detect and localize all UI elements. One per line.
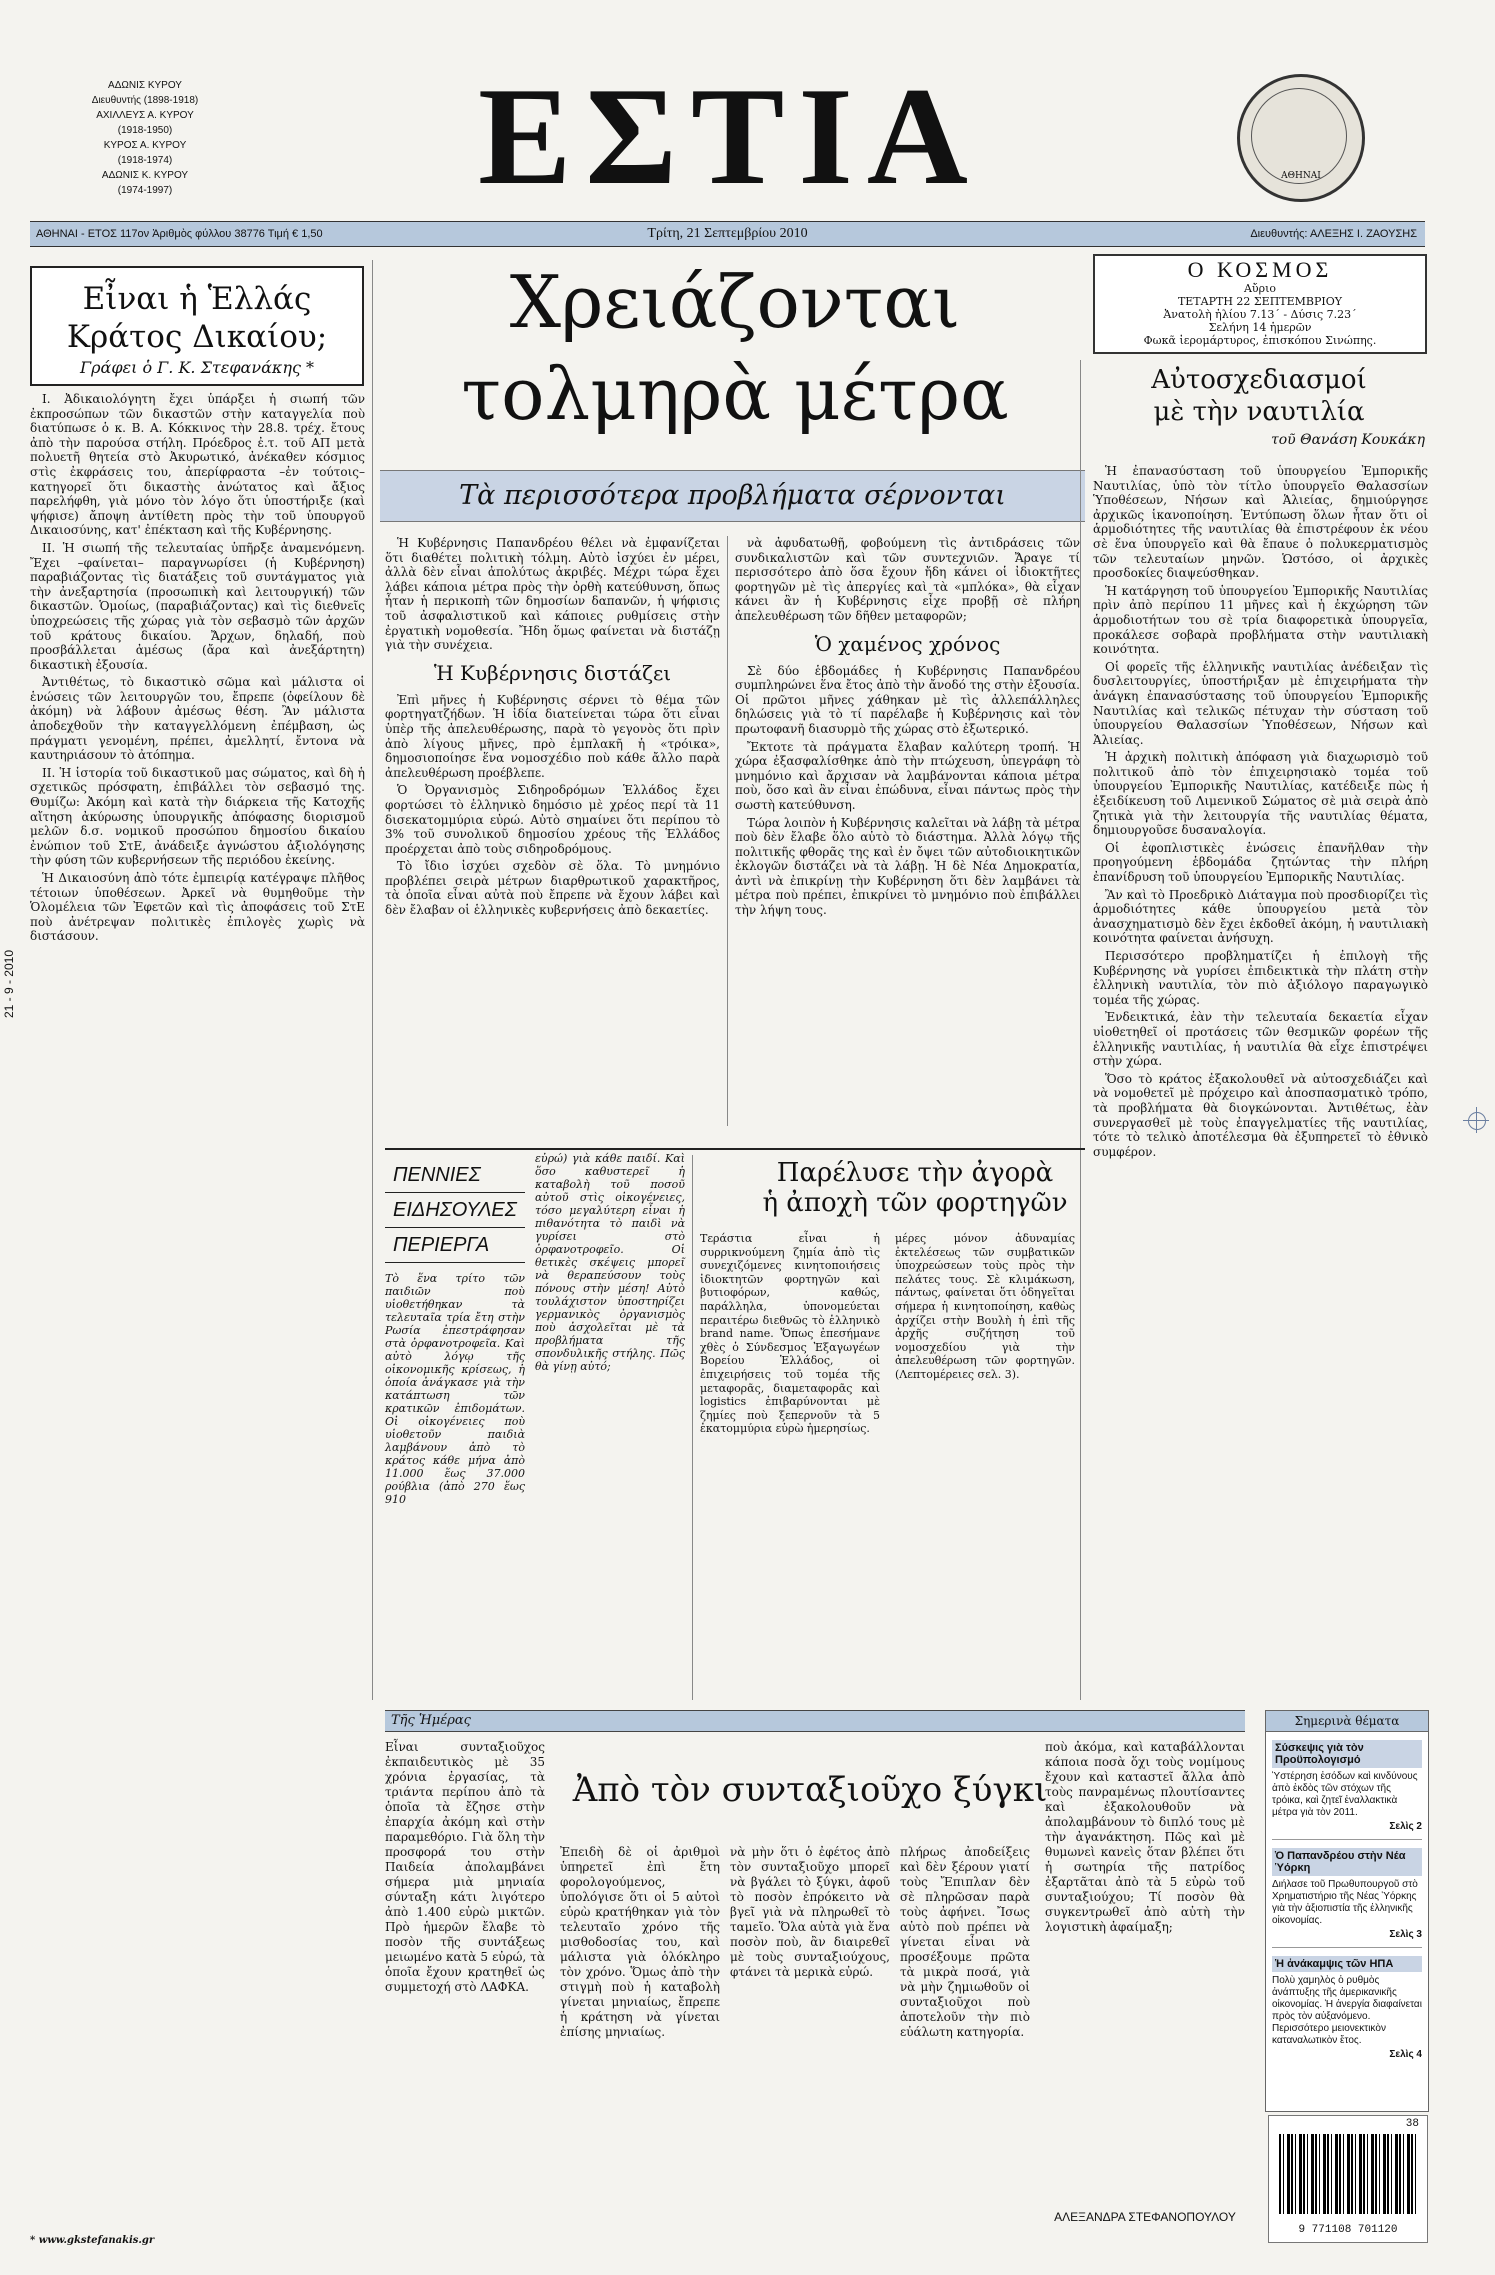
paragraph: Ἡ Δικαιοσύνη ἀπὸ τότε ἐμπειρίᾳ κατέγραψε πλῆθος τέτοιων ὑποθέσεων. Ἀρκεῖ νὰ θυμηθοῦμε τὴν Ὁλομέλεια τῶν Ἐφετῶν καὶ τὶς ἀποφάσεις τοῦ ΣτΕ ποὺ ἀνέτρεψαν πολιτικὲς ἐπιλογὲς χωρὶς νὰ διστάσουν. xyxy=(30,871,365,944)
topic-heading: Ὁ Παπανδρέου στὴν Νέα Ὑόρκη xyxy=(1272,1848,1422,1876)
paragraph: Ἡ ἐπανασύσταση τοῦ ὑπουργείου Ἐμπορικῆς Ναυτιλίας, ὑπὸ τὸν τίτλο ὑπουργεῖο Θαλασσίων Ὑποθέσεων, Νήσων καὶ Ἁλιείας, δημιούργησε ἀρχικῶς ἱκανοποίηση. Ἐντύπωση ὅλων ἦταν ὅτι οἱ ἁρμοδιότητες τῆς ναυτιλίας θὰ ἐπιστρέφουν ἐκ νέου σὲ ἕνα ὑπουργεῖο καὶ θὰ ἔπαυε ὁ πολυκερματισμὸς τῶν τελευταίων μηνῶν. Ὡστόσο, οἱ ἀρχικὲς προσδοκίες διαψεύσθηκαν. xyxy=(1093,464,1428,581)
paragraph: Ἂν καὶ τὸ Προεδρικὸ Διάταγμα ποὺ προσδιορίζει τὶς ἁρμοδιότητες κάθε ὑπουργείου μετὰ τὸν ἀνασχηματισμὸ δὲν ἔχει ἐκδοθεῖ ἀκόμη, ἡ ναυτιλιακὴ κοινότητα φαίνεται ἀνήσυχη. xyxy=(1093,887,1428,946)
kosmos-line: Φωκᾶ ἱερομάρτυρος, ἐπισκόπου Σινώπης. xyxy=(1143,334,1377,347)
paragraph: Σὲ δύο ἑβδομάδες ἡ Κυβέρνησις Παπανδρέου συμπληρώνει ἕνα ἔτος ἀπὸ τὴν ἄνοδό της στὴν ἐξουσία. Οἱ πρῶτοι μῆνες χάθηκαν μὲ τὶς ἀλλεπάλληλες δηλώσεις γιὰ τὸ τί παρέλαβε ἡ Κυβέρνησις καὶ τὸν πρωτοφανῆ διασυρμὸ τῆς χώρας στὸ ἐξωτερικό. xyxy=(735,663,1080,736)
column-divider xyxy=(372,260,373,1700)
right-article-body xyxy=(1093,464,1428,1162)
seal-text: ΑΘΗΝΑΙ xyxy=(1281,171,1321,181)
left-article-title: Εἶναι ἡ Ἑλλάς Κράτος Δικαίου; xyxy=(66,281,328,355)
main-subtitle: Ὁ χαμένος χρόνος xyxy=(814,631,1001,656)
barcode-issue: 38 xyxy=(1405,2118,1419,2130)
registration-mark-icon xyxy=(1468,1112,1486,1130)
topic-text: Πολὺ χαμηλὸς ὁ ρυθμὸς ἀνάπτυξης τῆς ἀμερικανικῆς οἰκονομίας. Ἡ ἀνεργία διαφαίνεται πρὸς τὸν αὐξανόμενο. Περισσότερο μειονεκτικὸν καταναλωτικὸν ἔτος. xyxy=(1272,1975,1422,2046)
right-article-byline: τοῦ Θανάση Κουκάκη xyxy=(1270,432,1425,448)
paragraph: Ἡ ἀρχικὴ πολιτικὴ ἀπόφαση γιὰ διαχωρισμὸ τοῦ πολιτικοῦ ἀπὸ τὸν ἐπιχειρησιακὸ τομέα τοῦ ὑπουργείου Ἐμπορικῆς Ναυτιλίας, κατέδειξε πὼς ἡ ἐξειδίκευση τοῦ Λιμενικοῦ Σώματος σὲ μιὰ σειρὰ ἀπὸ ζητικὰ γιὰ τὴν λειτουργία τῆς ναυτιλίας θέματα, δημιουργοῦσε δυσαναλογία. xyxy=(1093,750,1428,838)
founder-line: (1918-1974) xyxy=(117,155,173,166)
section-rule xyxy=(385,1148,1085,1150)
author-website: * www.gkstefanakis.gr xyxy=(30,2235,155,2246)
brief-logo-line: ΠΕΡΙΕΡΓΑ xyxy=(385,1228,525,1263)
date-bar xyxy=(30,221,1425,247)
kosmos-line: Σελήνη 14 ἡμερῶν xyxy=(1208,321,1312,334)
founder-line: (1918-1950) xyxy=(117,125,173,136)
paragraph: ΙΙ. Ἡ σιωπή τῆς τελευταίας ὑπῆρξε ἀναμενόμενη. Ἔχει –φαίνεται– παραγνωρίσει (ἡ Κυβέρνηση) παραβιάζοντας τὶς διατάξεις τοῦ συντάγματος γιὰ τὴν ἀνεξαρτησία (προσωπικὴ καὶ λειτουργική) τῶν δικαστῶν. Ὁμοίως, (παραβιάζοντας) καὶ τὶς διεθνεῖς ὑποχρεώσεις τῆς χώρας γιὰ τὸν σεβασμὸ τῶν ἀρχῶν τοῦ κράτους δικαίου. Ἄρχων, δηλαδή, ποὺ προσβάλλεται ἀμέσως (ἄρα καὶ ἀνεξάρτητη) δικαστικὴ ἐξουσία. xyxy=(30,540,365,672)
market-article-title: Παρέλυσε τὴν ἀγορὰ ἡ ἀποχὴ τῶν φορτηγῶν xyxy=(762,1158,1068,1218)
left-article-byline: Γράφει ὁ Γ. Κ. Στεφανάκης * xyxy=(80,358,314,377)
left-article-title-box xyxy=(30,266,364,386)
brief-news-logo xyxy=(385,1158,525,1263)
founder-line: Διευθυντής (1898-1918) xyxy=(91,95,199,106)
right-article-title: Αὐτοσχεδιασμοί μὲ τὴν ναυτιλία xyxy=(1151,365,1367,427)
paragraph: ΙΙ. Ἡ ἱστορία τοῦ δικαστικοῦ μας σώματος, καὶ δὴ ἡ σχετικῶς πρόσφατη, ἐπιβάλλει τὸν σεβασμό της. Θυμίζω: Ἀκόμη καὶ κατὰ τὴν διάρκεια τῆς Κατοχῆς αἴτηση ἀκύρωσης ὑπουργικῆς ἀπόφασης διορισμοῦ μελῶν δ.σ. νομικοῦ προσώπου δημοσίου δικαίου ἐνώπιον τοῦ ΣτΕ, ἀνάδειξε ἀγνώστου ἀξιολόγησης τὴν φύση τῶν κυβερνήσεων τῆς περιόδου ἐκείνης. xyxy=(30,765,365,868)
paragraph: Ι. Ἀδικαιολόγητη ἔχει ὑπάρξει ἡ σιωπή τῶν ἐκπροσώπων τῶν δικαστῶν στὴν καταγγελία ποὺ διατύπωσε ὁ κ. Β. Α. Κόκκινος τὴν 28.8. τρέχ. ἔτους ἀπὸ τὴν παρούσα στήλη. Πρόεδρος ἐ.τ. τοῦ ΑΠ μετὰ πολυετῆ θητεία στὸ Ἀκυρωτικό, ἀνέκαθεν κόσμιος στὶς ἐκφράσεις του, ἀπερίφραστα –ἐν τούτοις– κατηγορεῖ ὅτι δικαστὴς ἀνώτατος καὶ ἄξιος παρελήφθη, γιὰ μόνο τὸν λόγο ὅτι ὑποστήριξε (καὶ ψήφισε) ἄποψη ἀντίθετη πρὸς τὴν τοῦ ὑπουργοῦ Δικαιοσύνης, κατ' ἐπέκταση καὶ τῆς Κυβέρνησης. xyxy=(30,392,365,538)
paragraph: Περισσότερο προβληματίζει ἡ ἐπιλογὴ τῆς Κυβέρνησης νὰ γυρίσει ἐπιδεικτικὰ τὴν πλάτη στὴν ἑλληνικὴ ναυτιλία, τὸν πιὸ ἀξιόλογο παραγωγικὸ τομέα τῆς χώρας. xyxy=(1093,949,1428,1007)
topic-item[interactable] xyxy=(1272,1740,1422,1840)
paragraph: Οἱ φορεῖς τῆς ἑλληνικῆς ναυτιλίας ἀνέδειξαν τὶς δυσλειτουργίες, ὑποστήριξαν μὲ ἐπιχειρήματα τὴν ἀνάγκη ἐπανασύστασης τοῦ ὑπουργείου Ἐμπορικῆς Ναυτιλίας καὶ τελικῶς πέτυχαν τὴν σύσταση τοῦ ὑπουργείου Θαλασσίων Ὑποθέσεων, Νήσων καὶ Ἁλιείας. xyxy=(1093,659,1428,747)
paragraph: Ἀντιθέτως, τὸ δικαστικὸ σῶμα καὶ μάλιστα οἱ ἑνώσεις τῶν λειτουργῶν του, ἔπρεπε (ὀφείλουν δὲ ἀκόμη) νὰ λάβουν ἀμέσως θέση. Ἂν μάλιστα ἀποδεχθοῦν τὴν καταγγελλόμενη ἐπέμβαση, ὡς πράγματι γενομένη, πρέπει, ἀμελλητί, ἔντονα νὰ καυτηριάσουν τὸ ἀτόπημα. xyxy=(30,675,365,763)
paragraph: Ὁ Ὀργανισμὸς Σιδηροδρόμων Ἑλλάδος ἔχει φορτώσει τὸ ἑλληνικὸ δημόσιο μὲ χρέος περί τὰ 11 δισεκατομμύρια εὐρώ. Αὐτὸ σημαίνει ὅτι περίπου τὸ 3% τοῦ συνολικοῦ δημοσίου χρέους τῆς Ἑλλάδος προέρχεται ἀπὸ τοὺς σιδηροδρόμους. xyxy=(385,783,720,856)
kosmos-line: ΤΕΤΑΡΤΗ 22 ΣΕΠΤΕΜΒΡΙΟΥ xyxy=(1177,295,1343,308)
main-article-col2 xyxy=(735,536,1080,921)
topic-item[interactable] xyxy=(1272,1848,1422,1948)
paragraph: Ἐνδεικτικά, ἐὰν τὴν τελευταία δεκαετία εἶχαν υἱοθετηθεῖ οἱ προτάσεις τῶν θεσμικῶν φορέων τῆς ἑλληνικῆς ναυτιλίας, ἡ ναυτιλία θὰ εἶχε ἐπιστρέψει στὴν χώρα. xyxy=(1093,1010,1428,1069)
main-subhead: Τὰ περισσότερα προβλήματα σέρνονται xyxy=(380,470,1085,522)
pension-article-col5: ποὺ ἀκόμα, καὶ καταβάλλονται κάποια ποσὰ ὅχι τοὺς νομίμους ἔχουν καὶ καταστεῖ ἄλλα ἀπὸ τοὺς πανραμένως πλουτίσαντες καὶ ἐξακολουθοῦν νὰ ἀπολαμβάνουν τὸ διπλό τους μὲ τὴν ἀγανάκτηση. Πῶς καὶ μὲ θυμωνεὶ κανεὶς ὅταν βλέπει ὅτι ἡ σωτηρία τῆς πατρίδος ἐξαρτᾶται ἀπὸ τὰ 5 εὐρὼ τοῦ συνταξιούχου; Τί ποσὸν θὰ συγκεντρωθεῖ ἀπὸ αὐτὴ τὴν λογιστικὴ ἀφαίμαξη; xyxy=(1045,1740,1245,1934)
brief-logo-line: ΕΙΔΗΣΟΥΛΕΣ xyxy=(385,1193,525,1228)
tis-imeras-bar xyxy=(385,1710,1245,1732)
main-headline: Χρειάζονται τολμηρὰ μέτρα xyxy=(461,260,1009,436)
seal-emblem-icon xyxy=(1237,74,1365,202)
brief-news-col1: Τὸ ἕνα τρίτο τῶν παιδιῶν ποὺ υἱοθετήθηκαν τὰ τελευταῖα τρία ἔτη στὴν Ρωσία ἐπεστράφησαν στὰ ὀρφανοτροφεῖα. Καὶ αὐτὸ λόγῳ τῆς οἰκονομικῆς κρίσεως, ἡ ὁποία ἀνάγκασε γιὰ τὴν κατάπτωση τῶν κρατικῶν ἐπιδομάτων. Οἱ οἰκογένειες ποὺ υἱοθετοῦν παιδιὰ λαμβάνουν ἀπὸ τὸ κράτος κάθε μήνα ἀπὸ 11.000 ἕως 37.000 ρούβλια (ἀπὸ 270 ἕως 910 xyxy=(385,1272,525,1506)
left-article-body xyxy=(30,392,365,947)
kosmos-line: Ἀνατολὴ ἡλίου 7.13΄ - Δύσις 7.23΄ xyxy=(1163,308,1357,321)
main-subtitle: Ἡ Κυβέρνησις διστάζει xyxy=(433,660,672,685)
pension-article-col3: νὰ μὴν ὅτι ὁ ἐφέτος ἀπὸ τὸν συνταξιοῦχο μπορεῖ νὰ βγάλει τὸ ξύγκι, ἀφοῦ τὸ ποσὸν ἐπρόκειτο νὰ βγεῖ γιὰ νὰ πληρωθεῖ τὸ ταμεῖο. Ὅλα αὐτὰ γιὰ ἕνα ποσὸν ποὺ, ἂν διαιρεθεῖ μὲ τοὺς συνταξιούχους, φτάνει τὰ μερικὰ εὐρώ. xyxy=(730,1845,890,1979)
topic-item[interactable] xyxy=(1272,1956,1422,2067)
founder-line: ΚΥΡΟΣ Α. ΚΥΡΟΥ xyxy=(103,140,187,151)
founder-line: ΑΔΩΝΙΣ ΚΥΡΟΥ xyxy=(108,80,182,91)
barcode-number: 9 771108 701120 xyxy=(1298,2224,1398,2236)
founders-list xyxy=(70,78,220,198)
pension-article-col4: πλήρως ἀποδείξεις καὶ δὲν ξέρουν γιατί τοὺς Ἔπιπλαν δὲν σὲ πληρῶσαν παρὰ τοὺς ἀφήνει. Ἴσως αὐτὸ ποὺ πρέπει νὰ γίνεται εἶναι νὰ προσέξουμε πρῶτα τὰ μικρὰ ποσά, γιὰ νὰ μὴν ζημιωθοῦν οἱ συνταξιοῦχοι ποὺ ἀποτελοῦν τὴν πιὸ εὐάλωτη κατηγορία. xyxy=(900,1845,1030,2039)
column-divider xyxy=(1080,360,1081,1700)
topic-page: Σελὶς 2 xyxy=(1389,1821,1422,1832)
founder-line: ΑΔΩΝΙΣ Κ. ΚΥΡΟΥ xyxy=(101,170,189,181)
tis-imeras-label: Τῆς Ἡμέρας xyxy=(391,1713,471,1728)
market-article-col2: μέρες μόνον ἀδυναμίας ἐκτελέσεως τῶν συμβατικῶν ὑποχρεώσεων τοὺς πρὸς τὴν πελάτες τους. Σὲ κλιμάκωση, πάντως, φαίνεται ὅτι ὁδηγεῖται σήμερα ἡ κινητοποίηση, καθὼς ἀρχίζει στὴν Βουλὴ ἡ ἐπὶ τῆς ἀρχῆς συζήτηση τοῦ νομοσχεδίου γιὰ τὴν ἀπελευθέρωση τῶν φορτηγῶν. (Λεπτομέρειες σελ. 3). xyxy=(895,1232,1075,1381)
editor-name: Διευθυντής: ΑΛΕΞΗΣ Ι. ΖΑΟΥΣΗΣ xyxy=(1250,228,1417,240)
topic-text: Ὑστέρηση ἐσόδων καὶ κινδύνους ἀπὸ ἐκδὸς τῶν στόχων τῆς τρόικα, καὶ ζητεῖ ἐναλλακτικὰ μέτρα γιὰ τὸν 2011. xyxy=(1272,1771,1418,1818)
paragraph: Οἱ ἐφοπλιστικὲς ἑνώσεις ἐπανῆλθαν τὴν προηγούμενη ἑβδομάδα ζητώντας τὴν πλήρη ἐπανίδρυση τοῦ ὑπουργείου Ἐμπορικῆς Ναυτιλίας. xyxy=(1093,840,1428,885)
pension-article-col1: Εἶναι συνταξιοῦχος ἐκπαιδευτικὸς μὲ 35 χρόνια ἐργασίας, τὰ τριάντα περίπου ἀπὸ τὰ ὁποῖα τὰ ἔζησε στὴν ἐπαρχία ἀκόμη καὶ στὴν παραμεθόριο. Γιὰ ὅλη τὴν προσφορά του στὴν Παιδεία ἀπολαμβάνει σήμερα μιὰ μηνιαία σύνταξη κάτι λιγότερο ἀπὸ 1.400 εὐρὼ μικτῶν. Πρὸ ἡμερῶν ἔλαβε τὸ ποσὸν τῆς συντάξεως μειωμένο κατὰ 5 εὐρώ, τὰ ὁποῖα ἔχουν κρατηθεῖ ὡς συμμετοχή στὸ ΛΑΦΚΑ. xyxy=(385,1740,545,1994)
paragraph: Τώρα λοιπὸν ἡ Κυβέρνησις καλεῖται νὰ λάβῃ τὰ μέτρα ποὺ δὲν ἔλαβε ὅλο αὐτὸ τὸ διάστημα. Ἀλλὰ λόγῳ τῆς πολιτικῆς φθορᾶς της καὶ ἐν ὄψει τῶν αὐτοδιοικητικῶν ἐκλογῶν διστάζει νὰ τὰ λάβῃ. Ἡ δὲ Νέα Δημοκρατία, ἀντὶ νὰ ἐπικρίνῃ τὴν Κυβέρνηση ὅτι δὲν λαμβάνει τὰ μέτρα ποὺ πρέπει, ἐπικρίνει τὸ μνημόνιο ποὺ ἐπιβάλλει τὴν λήψη τους. xyxy=(735,815,1080,918)
issue-date: Τρίτη, 21 Σεπτεμβρίου 2010 xyxy=(647,226,808,241)
topics-title: Σημερινὰ θέματα xyxy=(1266,1711,1428,1732)
issue-info: ΑΘΗΝΑΙ - ΕΤΟΣ 117ον Ἀριθμὸς φύλλου 38776 Τιμή € 1,50 xyxy=(36,228,323,240)
brief-logo-line: ΠΕΝΝΙΕΣ xyxy=(385,1158,525,1193)
kosmos-line: Αὔριο xyxy=(1243,282,1277,295)
paragraph: Ἐπὶ μῆνες ἡ Κυβέρνησις σέρνει τὸ θέμα τῶν φορτηγατζήδων. Ἡ ἰδία διατείνεται τώρα ὅτι εἶναι ὑπὲρ τῆς ἀπελευθέρωσης, παρὰ τὸ γεγονὸς ὅτι πρὶν ἀπὸ λίγους μῆνες, πρὸ ἐμπλακῆ ἡ «τρόικα», δημοσιοποίησε ἕνα νομοσχέδιο ποὺ κάθε ἄλλο παρὰ ἀπελευθέρωση προέβλεπε. xyxy=(385,692,720,780)
pension-article-title: Ἀπὸ τὸν συνταξιοῦχο ξύγκι xyxy=(572,1770,1048,1810)
barcode-bars-icon xyxy=(1279,2134,1417,2214)
barcode xyxy=(1268,2115,1428,2243)
column-divider xyxy=(692,1155,693,1700)
market-article-col1: Τεράστια εἶναι ἡ συρρικνούμενη ζημία ἀπὸ τὶς συνεχιζόμενες κινητοποιήσεις ἰδιοκτητῶν φορτηγῶν καὶ βυτιοφόρων, καθώς, παράλληλα, ὑπονομεύεται περαιτέρω διεθνῶς τὸ ἑλληνικὸ brand name. Ὅπως ἐπεσήμανε χθὲς ὁ Σύνδεσμος Ἐξαγωγέων Βορείου Ἑλλάδος, οἱ ἐπιχειρήσεις τοῦ τομέα τῆς μεταφορᾶς, διαμεταφορᾶς καὶ logistics ἐπιβαρύνονται μὲ ζημίες ποὺ ξεπερνοῦν τὰ 5 ἑκατομμύρια εὐρὼ ἡμερησίως. xyxy=(700,1232,880,1436)
brief-news-col2: εὐρώ) γιὰ κάθε παιδί. Καὶ ὅσο καθυστερεῖ ἡ καταβολὴ τοῦ ποσοῦ αὐτοῦ στὶς οἰκογένειες, τόσο μεγαλύτερη εἶναι ἡ πιθανότητα τὸ παιδὶ νὰ γυρίσει στὸ ὀρφανοτροφεῖο. Οἱ θετικὲς σκέψεις μπορεῖ νὰ θεραπεύσουν τοὺς πόνους στὴν μέση! Αὐτὸ τουλάχιστον ὑποστηρίζει γερμανικὸς ὀργανισμὸς ποὺ ἀσχολεῖται μὲ τὰ προβλήματα τῆς σπονδυλικῆς στήλης. Πῶς θὰ γίνῃ αὐτό; xyxy=(535,1152,685,1373)
paragraph: νὰ ἀφυδατωθῇ, φοβούμενη τὶς ἀντιδράσεις τῶν συνδικαλιστῶν καὶ τῶν συντεχνιῶν. Ἄραγε τί περισσότερο ἀπὸ ὅσα ἔχουν ἤδη κάνει οἱ ἰδιοκτῆτες φορτηγῶν μὲ τὶς ἀπεργίες καὶ τὰ «μπλόκα», θὰ εἶχαν κάνει ἂν ἡ Κυβέρνησις εἶχε προβῇ σὲ πλήρη ἀπελευθέρωση τῶν δῆθεν μεταφορῶν; xyxy=(735,536,1080,623)
topic-heading: Σύσκεψις γιὰ τὸν Προϋπολογισμό xyxy=(1272,1740,1422,1768)
main-article-col1 xyxy=(385,536,720,921)
todays-topics-box xyxy=(1265,1710,1429,2112)
paragraph: Ἡ κατάργηση τοῦ ὑπουργείου Ἐμπορικῆς Ναυτιλίας πρὶν ἀπὸ περίπου 11 μῆνες καὶ ἡ ἐκχώρηση τῶν ἁρμοδιοτήτων του σὲ τρία διαφορετικὰ ὑπουργεῖα, προκάλεσε σοβαρὰ προβλήματα στὴν ναυτιλιακὴ κοινότητα. xyxy=(1093,583,1428,657)
topic-text: Διήλασε τοῦ Πρωθυπουργοῦ στὸ Χρηματιστήριο τῆς Νέας Ὑόρκης γιὰ τὴν ἀξιοπιστία τῆς ἑλληνικῆς οἰκονομίας. xyxy=(1272,1879,1418,1926)
paragraph: Ὅσο τὸ κράτος ἐξακολουθεῖ νὰ αὐτοσχεδιάζει καὶ νὰ νομοθετεῖ μὲ πρόχειρο καὶ ἀποσπασματικὸ τρόπο, τὰ προβλήματα θὰ διογκώνονται. Ἀντιθέτως, ἐὰν συνεργασθεῖ μὲ τοὺς ἐπαγγελματίες τῆς ναυτιλίας, τότε τὸ τελικὸ ἀποτέλεσμα θὰ ἐξυπηρετεῖ τὸ ἐθνικὸ συμφέρον. xyxy=(1093,1071,1428,1159)
pension-article-col2: Ἐπειδὴ δὲ οἱ ἀριθμοὶ ὑπηρετεῖ ἐπὶ ἔτη φορολογούμενος, ὑπολόγισε ὅτι οἱ 5 αὐτοὶ εὐρὼ κρατήθηκαν γιὰ τὸν τελευταῖο χρόνο τῆς μισθοδοσίας του, καὶ μάλιστα γιὰ ὁλόκληρο τὸν χρόνο. Ὅμως ἀπὸ τὴν στιγμὴ ποὺ ἡ καταβολὴ γίνεται μηνιαίως, ἔπρεπε ἡ κράτηση νὰ γίνεται ἐπίσης μηνιαίως. xyxy=(560,1845,720,2039)
pension-article-signature: ΑΛΕΞΑΝΔΡΑ ΣΤΕΦΑΝΟΠΟΥΛΟΥ xyxy=(1054,2210,1236,2224)
kosmos-box xyxy=(1093,254,1427,354)
kosmos-title: Ο ΚΟΣΜΟΣ xyxy=(1187,257,1333,282)
column-divider xyxy=(727,536,728,1126)
side-date: 21 - 9 - 2010 xyxy=(2,950,16,1019)
founder-line: (1974-1997) xyxy=(117,185,173,196)
topic-heading: Ἡ ἀνάκαμψις τῶν ΗΠΑ xyxy=(1272,1956,1422,1972)
newspaper-logo: ΕΣΤΙΑ xyxy=(478,59,982,214)
paragraph: Τὸ ἴδιο ἰσχύει σχεδὸν σὲ ὅλα. Τὸ μνημόνιο προβλέπει σειρὰ μέτρων διαρθρωτικοῦ χαρακτῆρος, τὰ ὁποῖα εἶναι αὐτὰ ποὺ ἔπρεπε νὰ ἔχουν λάβει καὶ δὲν ἔλαβαν οἱ ἑλληνικὲς κυβερνήσεις ἀπὸ δεκαετίες. xyxy=(385,859,720,918)
founder-line: ΑΧΙΛΛΕΥΣ Α. ΚΥΡΟΥ xyxy=(96,110,194,121)
topic-page: Σελὶς 4 xyxy=(1389,2049,1422,2060)
topic-page: Σελὶς 3 xyxy=(1389,1929,1422,1940)
paragraph: Ἔκτοτε τὰ πράγματα ἔλαβαν καλύτερη τροπή. Ἡ χώρα ἐξασφαλίσθηκε ἀπὸ τὴν πτώχευση, ὑπεγράφη τὸ μνημόνιο καὶ ἄρχισαν νὰ λαμβάνονται κάποια μέτρα ποὺ, ὅσο καὶ ἂν εἶναι ἐπώδυνα, εἶναι πάντως πρὸς τὴν σωστὴ κατεύθυνση. xyxy=(735,739,1080,812)
paragraph: Ἡ Κυβέρνησις Παπανδρέου θέλει νὰ ἐμφανίζεται ὅτι διαθέτει πολιτικὴ τόλμη. Αὐτὸ ἰσχύει ἐν μέρει, ἀλλὰ δὲν εἶναι ἀπολύτως ἀκριβές. Μέχρι τώρα ἔχει λάβει κάποια μέτρα πρὸς τὴν ὀρθὴ κατεύθυνση, ὅπως ἦταν ἡ περικοπὴ τῶν δημοσίων δαπανῶν, ἡ ψήφισις τοῦ ἀσφαλιστικοῦ καὶ κάποιες ρυθμίσεις στὴν ἐργατικὴ νομοθεσία. Ἤδη ὅμως φαίνεται νὰ διστάζῃ γιὰ τὴν συνέχεια. xyxy=(385,536,720,653)
